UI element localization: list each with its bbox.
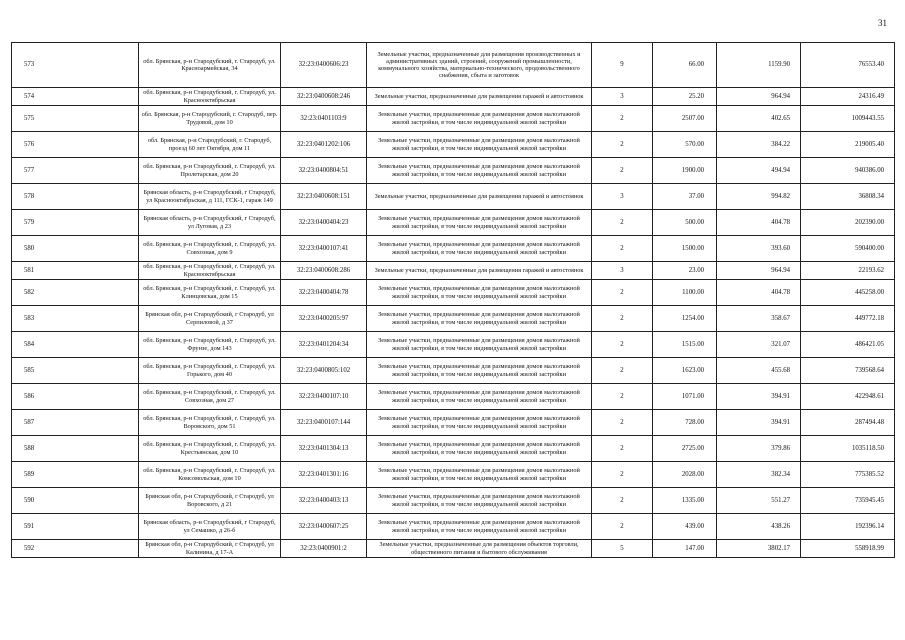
use-group-cell: 3 xyxy=(592,262,653,280)
land-use-cell: Земельные участки, предназначенные для размещения домов малоэтажной жилой застройки, в том числе индивидуальной жилой застройки xyxy=(367,384,592,410)
use-group-cell: 3 xyxy=(592,88,653,106)
area-cell: 147.00 xyxy=(653,540,717,558)
cadastral-number-cell: 32:23:0400608:151 xyxy=(281,184,367,210)
cadastral-number-cell: 32:23:0400901:2 xyxy=(281,540,367,558)
cadastral-number-cell: 32:23:0400107:144 xyxy=(281,410,367,436)
cadastral-value-cell: 24316.49 xyxy=(801,88,895,106)
cadastral-value-cell: 1035118.50 xyxy=(801,436,895,462)
area-cell: 1335.00 xyxy=(653,488,717,514)
area-cell: 570.00 xyxy=(653,132,717,158)
cadastral-value-cell: 486421.05 xyxy=(801,332,895,358)
table-row xyxy=(12,410,895,436)
specific-value-cell: 551.27 xyxy=(717,488,801,514)
cadastral-value-cell: 76553.40 xyxy=(801,43,895,88)
table-row xyxy=(12,210,895,236)
area-cell: 1623.00 xyxy=(653,358,717,384)
land-use-cell: Земельные участки, предназначенные для размещения производственных и административных зданий, строений, сооружений промышленности, коммунального хозяйства, материально-технического, продовольственного снабжения, сбыта и заготовок xyxy=(367,43,592,88)
specific-value-cell: 358.67 xyxy=(717,306,801,332)
area-cell: 2028.00 xyxy=(653,462,717,488)
use-group-cell: 2 xyxy=(592,236,653,262)
use-group-cell: 2 xyxy=(592,384,653,410)
table-row xyxy=(12,358,895,384)
specific-value-cell: 402.65 xyxy=(717,106,801,132)
use-group-cell: 2 xyxy=(592,280,653,306)
table-row xyxy=(12,384,895,410)
use-group-cell: 2 xyxy=(592,106,653,132)
table-row xyxy=(12,280,895,306)
land-use-cell: Земельные участки, предназначенные для размещения домов малоэтажной жилой застройки, в том числе индивидуальной жилой застройки xyxy=(367,132,592,158)
address-cell: обл. Брянская, р-н Стародубский, г. Стародуб, ул. Красноармейская, 34 xyxy=(139,43,281,88)
cadastral-value-cell: 775385.52 xyxy=(801,462,895,488)
row-number: 591 xyxy=(12,514,139,540)
area-cell: 500.00 xyxy=(653,210,717,236)
area-cell: 2725.00 xyxy=(653,436,717,462)
cadastral-value-cell: 36808.34 xyxy=(801,184,895,210)
specific-value-cell: 382.34 xyxy=(717,462,801,488)
specific-value-cell: 404.78 xyxy=(717,280,801,306)
use-group-cell: 2 xyxy=(592,332,653,358)
use-group-cell: 5 xyxy=(592,540,653,558)
row-number: 580 xyxy=(12,236,139,262)
table-row xyxy=(12,236,895,262)
address-cell: обл. Брянская, р-н Стародубский, г. Стародуб, ул. Клинцовская, дом 15 xyxy=(139,280,281,306)
address-cell: обл. Брянская, р-н Стародубский, г. Стародуб, ул. Горького, дом 40 xyxy=(139,358,281,384)
specific-value-cell: 393.60 xyxy=(717,236,801,262)
area-cell: 1100.00 xyxy=(653,280,717,306)
land-use-cell: Земельные участки, предназначенные для размещения домов малоэтажной жилой застройки, в том числе индивидуальной жилой застройки xyxy=(367,462,592,488)
row-number: 575 xyxy=(12,106,139,132)
table-row xyxy=(12,262,895,280)
row-number: 574 xyxy=(12,88,139,106)
cadastral-number-cell: 32:23:0401204:34 xyxy=(281,332,367,358)
specific-value-cell: 394.91 xyxy=(717,410,801,436)
row-number: 573 xyxy=(12,43,139,88)
area-cell: 1500.00 xyxy=(653,236,717,262)
land-use-cell: Земельные участки, предназначенные для размещения домов малоэтажной жилой застройки, в том числе индивидуальной жилой застройки xyxy=(367,106,592,132)
land-use-cell: Земельные участки, предназначенные для размещения домов малоэтажной жилой застройки, в том числе индивидуальной жилой застройки xyxy=(367,358,592,384)
land-use-cell: Земельные участки, предназначенные для размещения домов малоэтажной жилой застройки, в том числе индивидуальной жилой застройки xyxy=(367,514,592,540)
cadastral-value-cell: 192396.14 xyxy=(801,514,895,540)
table-row xyxy=(12,158,895,184)
cadastral-number-cell: 32:23:0401304:13 xyxy=(281,436,367,462)
address-cell: обл. Брянская, р-н Стародубский, г. Стародуб, ул. Воровского, дом 51 xyxy=(139,410,281,436)
address-cell: Брянская обл, р-н Стародубский, г Стародуб, ул Калинина, д 17-А xyxy=(139,540,281,558)
table-row xyxy=(12,88,895,106)
address-cell: Брянская обл, р-н Стародубский, г Стародуб, ул Воровского, д 21 xyxy=(139,488,281,514)
specific-value-cell: 379.86 xyxy=(717,436,801,462)
cadastral-number-cell: 32:23:0400608:286 xyxy=(281,262,367,280)
page-number: 31 xyxy=(878,18,887,28)
cadastral-number-cell: 32:23:0400606:23 xyxy=(281,43,367,88)
area-cell: 2507.00 xyxy=(653,106,717,132)
area-cell: 37.00 xyxy=(653,184,717,210)
use-group-cell: 9 xyxy=(592,43,653,88)
land-use-cell: Земельные участки, предназначенные для размещения гаражей и автостоянок xyxy=(367,88,592,106)
row-number: 585 xyxy=(12,358,139,384)
row-number: 592 xyxy=(12,540,139,558)
address-cell: обл. Брянская, р-н Стародубский, г. Стародуб, ул. Пролетарская, дом 20 xyxy=(139,158,281,184)
table-row xyxy=(12,43,895,88)
specific-value-cell: 964.94 xyxy=(717,88,801,106)
address-cell: обл. Брянская, р-н Стародубский, г. Стародуб, ул. Краснооктябрьская xyxy=(139,88,281,106)
area-cell: 1254.00 xyxy=(653,306,717,332)
cadastral-value-cell: 449772.18 xyxy=(801,306,895,332)
row-number: 583 xyxy=(12,306,139,332)
cadastral-value-cell: 940386.00 xyxy=(801,158,895,184)
cadastral-number-cell: 32:23:0400404:78 xyxy=(281,280,367,306)
area-cell: 1515.00 xyxy=(653,332,717,358)
address-cell: обл. Брянская, р-н Стародубский, г. Стародуб, пер. Трудовой, дом 10 xyxy=(139,106,281,132)
specific-value-cell: 1159.90 xyxy=(717,43,801,88)
address-cell: обл. Брянская, р-н Стародубский, г. Стародуб, проезд 60 лет Октября, дом 11 xyxy=(139,132,281,158)
row-number: 587 xyxy=(12,410,139,436)
land-use-cell: Земельные участки, предназначенные для размещения домов малоэтажной жилой застройки, в том числе индивидуальной жилой застройки xyxy=(367,280,592,306)
cadastral-number-cell: 32:23:0400403:13 xyxy=(281,488,367,514)
use-group-cell: 3 xyxy=(592,184,653,210)
cadastral-number-cell: 32:23:0400805:102 xyxy=(281,358,367,384)
row-number: 584 xyxy=(12,332,139,358)
row-number: 588 xyxy=(12,436,139,462)
table-row xyxy=(12,132,895,158)
area-cell: 439.00 xyxy=(653,514,717,540)
use-group-cell: 2 xyxy=(592,132,653,158)
cadastral-value-cell: 735945.45 xyxy=(801,488,895,514)
land-use-cell: Земельные участки, предназначенные для размещения гаражей и автостоянок xyxy=(367,184,592,210)
address-cell: обл. Брянская, р-н Стародубский, г. Стародуб, ул. Комсомольская, дом 10 xyxy=(139,462,281,488)
address-cell: обл. Брянская, р-н Стародубский, г. Стародуб, ул. Совхозная, дом 9 xyxy=(139,236,281,262)
use-group-cell: 2 xyxy=(592,306,653,332)
table-row xyxy=(12,540,895,558)
row-number: 579 xyxy=(12,210,139,236)
address-cell: обл. Брянская, р-н Стародубский, г. Стародуб, ул. Краснооктябрьская xyxy=(139,262,281,280)
cadastral-number-cell: 32:23:0401103:9 xyxy=(281,106,367,132)
specific-value-cell: 394.91 xyxy=(717,384,801,410)
land-use-cell: Земельные участки, предназначенные для размещения домов малоэтажной жилой застройки, в том числе индивидуальной жилой застройки xyxy=(367,236,592,262)
area-cell: 1071.00 xyxy=(653,384,717,410)
table-row xyxy=(12,306,895,332)
cadastral-value-cell: 739568.64 xyxy=(801,358,895,384)
table-row xyxy=(12,184,895,210)
table-row xyxy=(12,106,895,132)
address-cell: Брянская область, р-н Стародубский, г Стародуб, ул Семашко, д 26-б xyxy=(139,514,281,540)
cadastral-number-cell: 32:23:0401301:16 xyxy=(281,462,367,488)
row-number: 581 xyxy=(12,262,139,280)
cadastral-number-cell: 32:23:0401202:106 xyxy=(281,132,367,158)
table-row xyxy=(12,488,895,514)
cadastral-value-cell: 558918.99 xyxy=(801,540,895,558)
address-cell: обл. Брянская, р-н Стародубский, г. Стародуб, ул. Крестьянская, дом 10 xyxy=(139,436,281,462)
area-cell: 1900.00 xyxy=(653,158,717,184)
land-use-cell: Земельные участки, предназначенные для размещения гаражей и автостоянок xyxy=(367,262,592,280)
specific-value-cell: 384.22 xyxy=(717,132,801,158)
row-number: 578 xyxy=(12,184,139,210)
table-row xyxy=(12,436,895,462)
cadastral-value-cell: 287494.48 xyxy=(801,410,895,436)
cadastral-value-cell: 22193.62 xyxy=(801,262,895,280)
address-cell: Брянская обл, р-н Стародубский, г Стародуб, ул Серпиловой, д 37 xyxy=(139,306,281,332)
area-cell: 728.00 xyxy=(653,410,717,436)
specific-value-cell: 994.82 xyxy=(717,184,801,210)
cadastral-number-cell: 32:23:0400205:97 xyxy=(281,306,367,332)
row-number: 576 xyxy=(12,132,139,158)
table-row xyxy=(12,462,895,488)
land-use-cell: Земельные участки, предназначенные для размещения объектов торговли, общественного питания и бытового обслуживания xyxy=(367,540,592,558)
use-group-cell: 2 xyxy=(592,210,653,236)
cadastral-value-cell: 590400.00 xyxy=(801,236,895,262)
area-cell: 66.00 xyxy=(653,43,717,88)
address-cell: обл. Брянская, р-н Стародубский, г. Стародуб, ул. Совхозная, дом 27 xyxy=(139,384,281,410)
land-register-table xyxy=(11,42,895,558)
land-use-cell: Земельные участки, предназначенные для размещения домов малоэтажной жилой застройки, в том числе индивидуальной жилой застройки xyxy=(367,306,592,332)
cadastral-number-cell: 32:23:0400804:51 xyxy=(281,158,367,184)
specific-value-cell: 404.78 xyxy=(717,210,801,236)
use-group-cell: 2 xyxy=(592,410,653,436)
specific-value-cell: 964.94 xyxy=(717,262,801,280)
use-group-cell: 2 xyxy=(592,462,653,488)
cadastral-number-cell: 32:23:0400608:246 xyxy=(281,88,367,106)
land-use-cell: Земельные участки, предназначенные для размещения домов малоэтажной жилой застройки, в том числе индивидуальной жилой застройки xyxy=(367,210,592,236)
area-cell: 25.20 xyxy=(653,88,717,106)
specific-value-cell: 321.07 xyxy=(717,332,801,358)
land-use-cell: Земельные участки, предназначенные для размещения домов малоэтажной жилой застройки, в том числе индивидуальной жилой застройки xyxy=(367,488,592,514)
use-group-cell: 2 xyxy=(592,514,653,540)
cadastral-number-cell: 32:23:0400107:41 xyxy=(281,236,367,262)
table-row xyxy=(12,514,895,540)
specific-value-cell: 3802.17 xyxy=(717,540,801,558)
row-number: 577 xyxy=(12,158,139,184)
cadastral-number-cell: 32:23:0400404:23 xyxy=(281,210,367,236)
row-number: 590 xyxy=(12,488,139,514)
use-group-cell: 2 xyxy=(592,488,653,514)
cadastral-number-cell: 32:23:0400107:10 xyxy=(281,384,367,410)
table-body xyxy=(12,43,895,558)
cadastral-value-cell: 202390.00 xyxy=(801,210,895,236)
row-number: 582 xyxy=(12,280,139,306)
specific-value-cell: 455.68 xyxy=(717,358,801,384)
use-group-cell: 2 xyxy=(592,158,653,184)
cadastral-value-cell: 445258.00 xyxy=(801,280,895,306)
cadastral-value-cell: 219005.40 xyxy=(801,132,895,158)
address-cell: Брянская область, р-н Стародубский, г Стародуб, ул Краснооктябрьская, д 111, ГСК-1, гараж 149 xyxy=(139,184,281,210)
land-use-cell: Земельные участки, предназначенные для размещения домов малоэтажной жилой застройки, в том числе индивидуальной жилой застройки xyxy=(367,410,592,436)
table-row xyxy=(12,332,895,358)
cadastral-value-cell: 1009443.55 xyxy=(801,106,895,132)
area-cell: 23.00 xyxy=(653,262,717,280)
cadastral-value-cell: 422948.61 xyxy=(801,384,895,410)
row-number: 589 xyxy=(12,462,139,488)
address-cell: обл. Брянская, р-н Стародубский, г. Стародуб, ул. Фрунзе, дом 143 xyxy=(139,332,281,358)
land-use-cell: Земельные участки, предназначенные для размещения домов малоэтажной жилой застройки, в том числе индивидуальной жилой застройки xyxy=(367,158,592,184)
use-group-cell: 2 xyxy=(592,358,653,384)
use-group-cell: 2 xyxy=(592,436,653,462)
address-cell: Брянская область, р-н Стародубский, г Стародуб, ул Луговая, д 23 xyxy=(139,210,281,236)
specific-value-cell: 438.26 xyxy=(717,514,801,540)
land-use-cell: Земельные участки, предназначенные для размещения домов малоэтажной жилой застройки, в том числе индивидуальной жилой застройки xyxy=(367,332,592,358)
row-number: 586 xyxy=(12,384,139,410)
cadastral-number-cell: 32:23:0400607:25 xyxy=(281,514,367,540)
land-use-cell: Земельные участки, предназначенные для размещения домов малоэтажной жилой застройки, в том числе индивидуальной жилой застройки xyxy=(367,436,592,462)
specific-value-cell: 494.94 xyxy=(717,158,801,184)
